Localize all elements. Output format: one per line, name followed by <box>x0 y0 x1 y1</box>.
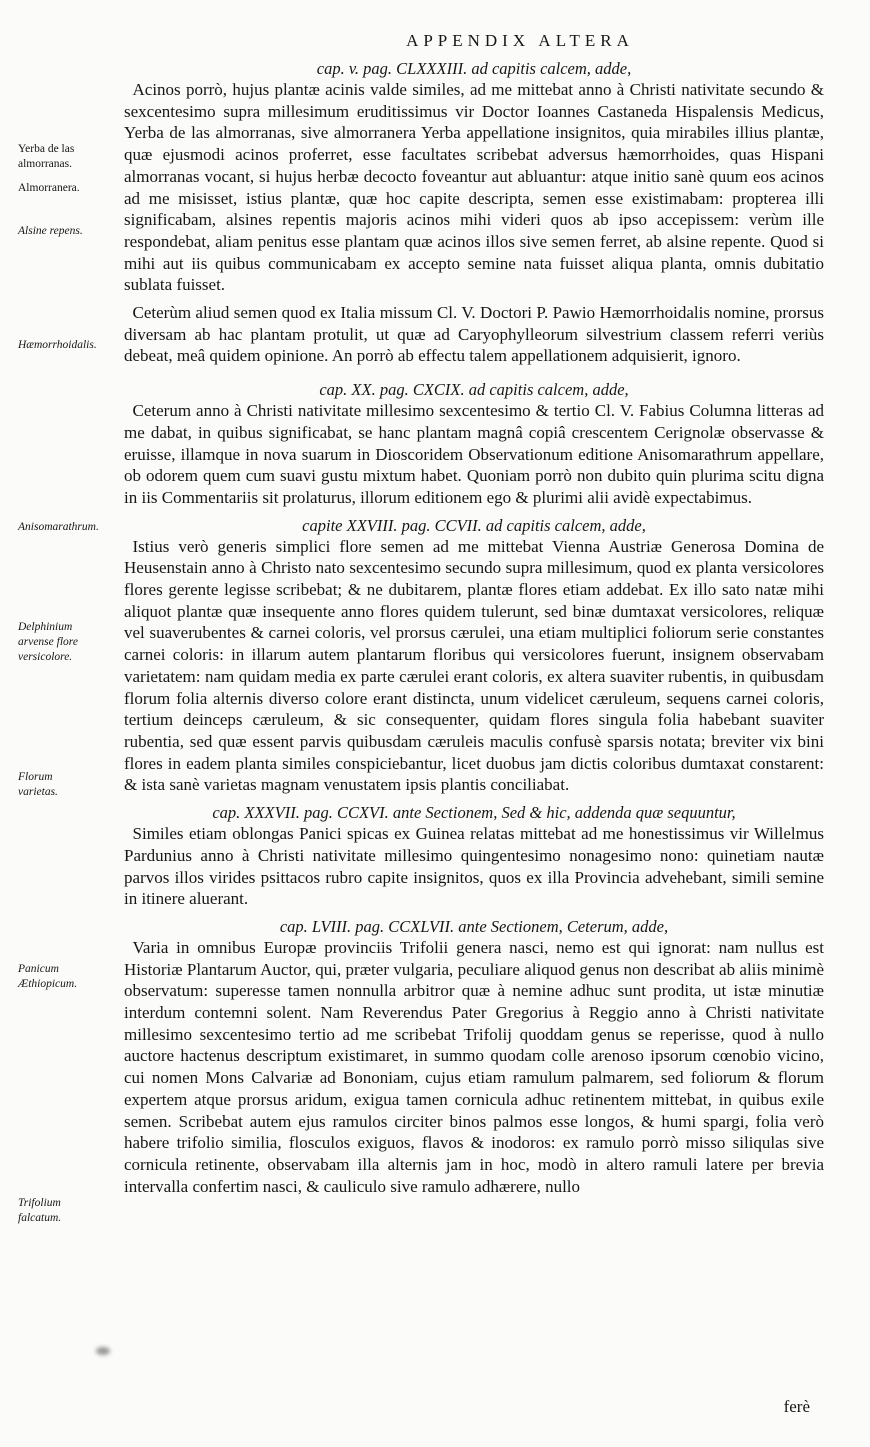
paragraph: Ceterùm aliud semen quod ex Italia missum Cl. V. Doctori P. Pawio Hæmorrhoidalis nomine, prorsus diversam ab hac plantam protulit, ut quæ ad Caryophylleorum silvestrium classem referri veriùs debeat, meâ quidem opinione. An porrò ab effectu talem appellationem adquisierit, ignoro. <box>124 303 824 366</box>
section-heading: cap. XXXVII. pag. CCXVI. ante Sectionem, Sed & hic, addenda quæ sequuntur, <box>212 803 736 823</box>
paragraph: Varia in omnibus Europæ provinciis Trifolii genera nasci, nemo est qui ignorat: nam nullus est Historiæ Plantarum Auctor, qui, præter vulgaria, peculiare aliquod genus non describat ab aliis minimè observatum: superesse tamen nonnulla arbitror quæ à nemine adhuc sunt prodita, ut istæ minutiæ interdum contemni solent. Nam Reverendus Pater Gregorius à Reggio anno à Christi nativitate millesimo sexcentesimo tertio ad me scribebat Trifolij quoddam genus se reperisse, quod à nullo auctore hactenus descriptum existimaret, in summo quodam colle arenoso ipsorum cœnobio vicino, cui nomen Mons Calvariæ ad Bononiam, cujus etiam ramulum palmarem, sed foliorum & florum expertem atque prorsus aridum, exigua tamen cornicula adhuc retinentem mittebat, in quibus exile semen. Scribebat autem ejus ramulos circiter binos palmos esse longos, & humi spargi, folia verò habere trifolio similia, flosculos exiguos, flavos & inodoros: ex ramulo porrò misso siliqulas sive cornicula retinente, observabam illa alternis jam in hoc, modò in altero ramuli latere per brevia intervalla confertim nasci, & cauliculo sive ramulo adhærere, nullo <box>124 937 824 1196</box>
paragraph: Ceterum anno à Christi nativitate millesimo sexcentesimo & tertio Cl. V. Fabius Columna litteras ad me dabat, in quibus significabat, se hanc plantam magnâ copiâ crescentem Cerignolæ observasse & eruisse, illamque in nova suarum in Dioscoridem Observationum editione Anisomarathrum appellare, ob odorem quem cum suavi gustu mixtum habet. Quoniam porrò non dubito quin plurima scitu digna in iis Commentariis sit prolaturus, illorum editionem ego & plurimi alii avidè expectabimus. <box>124 401 824 507</box>
margin-note-haemorrhoidalis: Hæmorrhoidalis. <box>18 339 97 351</box>
margin-note-panicum: Panicum Æthiopicum. <box>18 963 78 990</box>
paragraph: Similes etiam oblongas Panici spicas ex Guinea relatas mittebat ad me honestissimus vir Willelmus Pardunius anno à Christi nativitate millesimo quingentesimo nonagesimo nono: quinetiam nautæ parvos illos virides psittacos rubro capite insignitos, quos ex illa Provincia advehebant, simili semine in itinere aluerant. <box>124 824 824 909</box>
section-heading: cap. v. pag. CLXXXIII. ad capitis calcem, adde, <box>316 59 632 78</box>
section-heading: cap. XX. pag. CXCIX. ad capitis calcem, adde, <box>319 380 629 400</box>
catchword: ferè <box>783 1397 810 1416</box>
section-heading: cap. LVIII. pag. CCXLVII. ante Sectionem, Ceterum, adde, <box>279 916 669 936</box>
margin-note-delphinium: Delphinium arvense flore versicolore. <box>18 621 78 663</box>
paragraph: Istius verò generis simplici flore semen ad me mittebat Vienna Austriæ Generosa Domina de Heusenstain anno à Christo nato sexcentesimo secundo supra millesimum, quod ex planta versicolores flores gerente legisse scribebat; & ne dubitarem, plantæ flores etiam addebat. Ex illo sato natæ mihi aliquot plantæ quæ insequente anno flores quidem tulerunt, sed binæ dumtaxat versicolores, reliquæ vel suaverubentes & carnei coloris, vel prorsus cærulei, una etiam multiplici foliorum serie constantes carnei coloris: in illarum autem plantarum floribus qui versicolores fuerunt, insignem observabam varietatem: nam quidam media ex parte cærulei erant coloris, ex altera suaviter rubentis, in quibusdam florum folia alternis diverso colore erant distincta, unum videlicet cæruleum, sequens carnei coloris, tertium deinceps cæruleum, & sic consequenter, quidam flores singula folia habebant suaviter rubentia, sed quæ essent parvis quibusdam cæruleis maculis confusè sparsis notata; breviter vix bini flores in eadem planta similes conspiciebantur, licet duobus jam dictis coloribus dumtaxat constarent: & ista sanè varietas magnam venustatem ipsis plantis conciliabat. <box>124 536 824 795</box>
margin-note-trifolium: Trifolium falcatum. <box>18 1197 62 1224</box>
margin-note-almorranera: Almorranera. <box>18 182 80 194</box>
margin-note-alsine: Alsine repens. <box>18 225 83 237</box>
margin-note-yerba: Yerba de las almorranas. <box>18 143 75 170</box>
margin-note-florum-varietas: Florum varietas. <box>18 771 58 798</box>
running-head: APPENDIX ALTERA <box>406 31 634 50</box>
section-heading: capite XXVIII. pag. CCVII. ad capitis calcem, adde, <box>302 515 646 535</box>
paragraph: Acinos porrò, hujus plantæ acinis valde similes, ad me mittebat anno à Christi nativitate secundo & sexcentesimo supra millesimum eruditissimus vir Doctor Ioannes Castaneda Hispalensis Medicus, Yerba de las almorranas, sive almorranera Yerba appellatione insignitos, quia mirabiles illius plantæ, quæ ejusmodi acinos proferret, esse facultates scribebat adversus hæmorrhoides, quas Hispani almorranas vocant, si hujus herbæ decocto foveantur aut abluantur: atque initio sanè quum eos acinos ad me misisset, istius plantæ, quæ hoc capite descripta, semen esse existimabam: propterea illi significabam, alsines repentis majoris acinos mihi videri quos ab ipso accepissem: verùm ille respondebat, aliam penitus esse plantam quæ acinos illos sive semen ferret, ab alsine repente. Quod si mihi aut iis quibus communicabam ex accepto semine nata fuisset aliqua planta, omnis dubitatio sublata fuisset. <box>124 80 824 295</box>
ink-smudge <box>96 1347 110 1355</box>
margin-note-anisomarathrum: Anisomarathrum. <box>18 521 99 533</box>
main-text <box>124 58 824 1197</box>
